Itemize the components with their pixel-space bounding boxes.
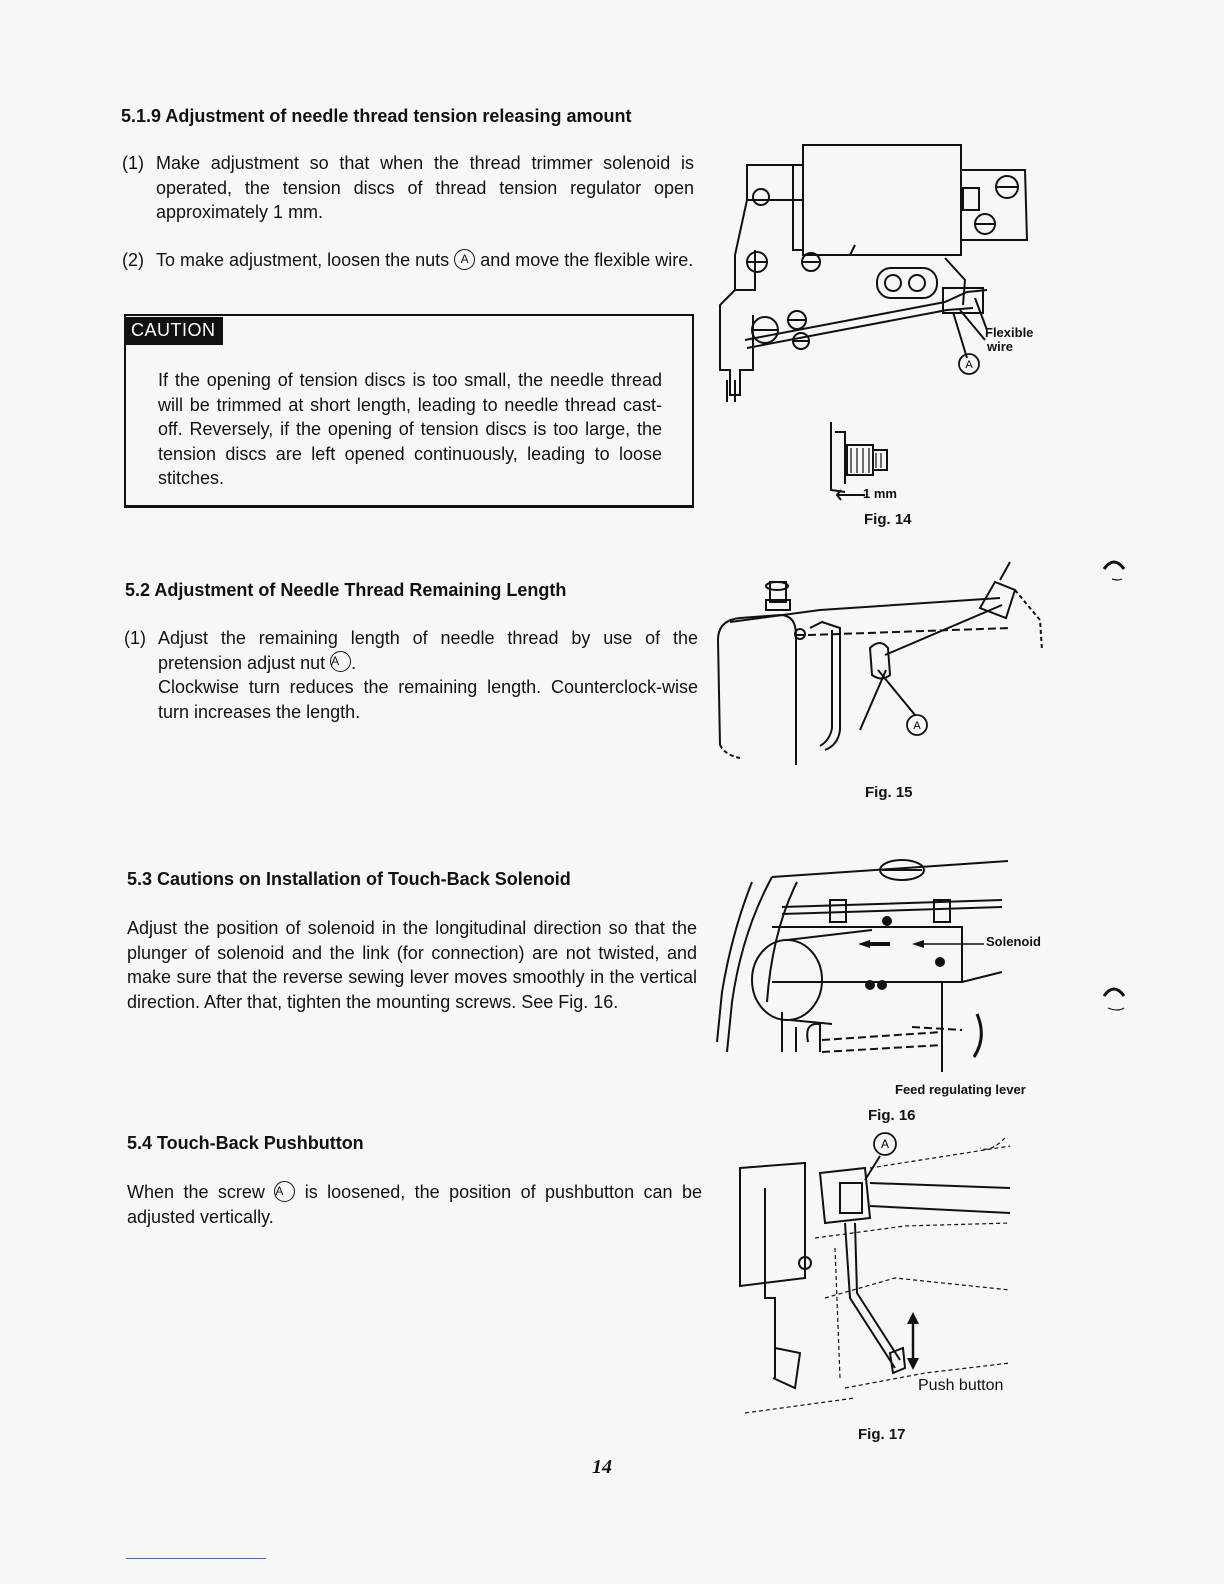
margin-punch-mark-bottom xyxy=(1100,982,1130,1012)
s519-item-2 xyxy=(122,248,696,273)
s52-item-1 xyxy=(124,626,698,724)
s519-item-1 xyxy=(122,151,694,225)
section-5-3-heading: 5.3 Cautions on Installation of Touch-Back Solenoid xyxy=(127,869,571,889)
marker-a: A xyxy=(330,651,351,672)
fig15-caption: Fig. 15 xyxy=(865,784,913,801)
s52-item-1-text-pre: Adjust the remaining length of needle thread by use of the pretension adjust nut xyxy=(158,628,698,673)
s53-text: Adjust the position of solenoid in the longitudinal direction so that the plunger of solenoid and the link (for connection) are not twisted, and make sure that the reverse sewing lever moves smoothly in the vertical direction. After that, tighten the mounting screws. See Fig. 16. xyxy=(127,918,697,1012)
marker-a: A xyxy=(274,1181,295,1202)
s519-item-1-text: Make adjustment so that when the thread trimmer solenoid is operated, the tension discs of thread tension regulator open approximately 1 mm. xyxy=(156,153,694,222)
s52-item-1-text-post: . xyxy=(351,652,357,673)
s519-item-2-number: (2) xyxy=(122,250,144,270)
margin-punch-mark-top xyxy=(1100,555,1130,585)
fig14-label-flexible: Flexible xyxy=(985,325,1034,340)
fig14-caption: Fig. 14 xyxy=(864,511,912,528)
s519-item-2-text-post: and move the flexible wire. xyxy=(480,250,694,270)
s519-item-2-text-pre: To make adjustment, loosen the nuts xyxy=(156,250,450,270)
section-5-1-9-heading: 5.1.9 Adjustment of needle thread tension releasing amount xyxy=(121,106,632,126)
fig16-illustration xyxy=(712,852,1052,1077)
marker-a: A xyxy=(454,249,475,270)
s52-item-1-number: (1) xyxy=(124,628,146,648)
footer-rule xyxy=(126,1558,266,1559)
fig16-label-lever: Feed regulating lever xyxy=(895,1082,1026,1097)
fig14-label-wire: wire xyxy=(987,339,1014,354)
fig15-illustration xyxy=(710,560,1050,775)
s54-text xyxy=(127,1180,702,1229)
fig14-label-1mm: 1 mm xyxy=(863,486,897,501)
fig14-marker-a: A xyxy=(965,359,973,371)
fig17-caption: Fig. 17 xyxy=(858,1426,906,1443)
page-number: 14 xyxy=(592,1456,612,1478)
fig15-marker-a: A xyxy=(913,720,921,732)
s54-text-post: is loosened, the position of pushbutton can be adjusted vertically. xyxy=(127,1182,702,1227)
fig16-label-solenoid: Solenoid xyxy=(986,934,1041,949)
s52-item-1-text-b: Clockwise turn reduces the remaining length. Counterclock-wise turn increases the length. xyxy=(158,677,698,722)
fig16-caption: Fig. 16 xyxy=(868,1107,916,1124)
fig17-label-push-button: Push button xyxy=(918,1377,1004,1394)
caution-text: If the opening of tension discs is too small, the needle thread will be trimmed at short length, leading to needle thread cast-off. Reversely, if the opening of tension discs is too large, the tension discs are left opened continuously, leading to loose stitches. xyxy=(158,370,662,488)
caution-label: CAUTION xyxy=(125,317,223,345)
s54-text-pre: When the screw xyxy=(127,1182,265,1202)
section-5-4-heading: 5.4 Touch-Back Pushbutton xyxy=(127,1133,364,1153)
s519-item-1-number: (1) xyxy=(122,153,144,173)
caution-box xyxy=(124,314,694,508)
section-5-2-heading: 5.2 Adjustment of Needle Thread Remaining Length xyxy=(125,580,567,600)
fig17-marker-a: A xyxy=(880,1137,890,1151)
